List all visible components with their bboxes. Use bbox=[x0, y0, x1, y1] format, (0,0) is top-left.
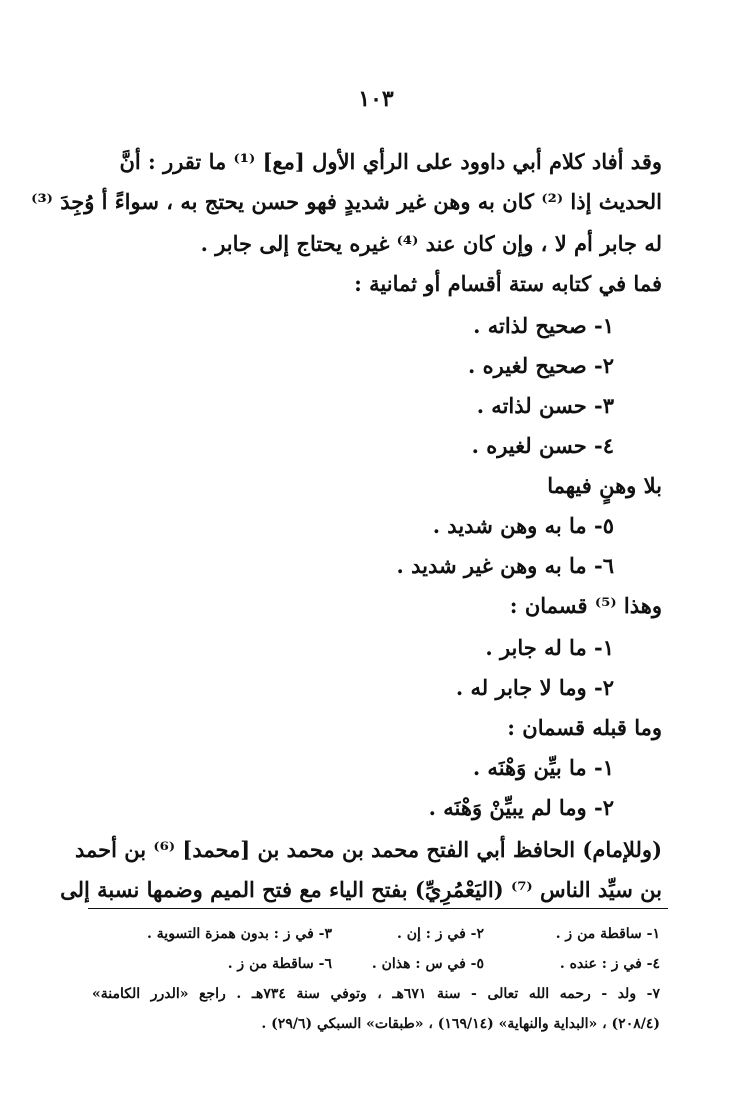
footnote-7-line-1: ٧- ولد - رحمه الله تعالى - سنة ٦٧١هـ ، وتوفي سنة ٧٣٤هـ . راجع «الدرر الكامنة» bbox=[92, 986, 660, 1002]
list-item: ٢- صحيح لغيره . bbox=[468, 353, 614, 378]
subheading: بلا وهنٍ فيهما bbox=[547, 473, 662, 498]
footnote-5: ٥- في س : هذان . bbox=[371, 956, 484, 972]
page-number: ١٠٣ bbox=[358, 86, 394, 112]
body-line-2: الحديث إذا ⁽²⁾ كان به وهن غير شديدٍ فهو حسن يحتج به ، سواءً أ وُجِدَ ⁽³⁾ bbox=[31, 189, 662, 214]
subheading: وهذا ⁽⁵⁾ قسمان : bbox=[509, 593, 662, 618]
footnote-3: ٣- في ز : بدون همزة التسوية . bbox=[147, 926, 332, 942]
footnote-7-line-2: (٢٠٨/٤) ، «البداية والنهاية» (١٦٩/١٤) ، «طبقات» السبكي (٢٩/٦) . bbox=[261, 1016, 660, 1032]
footnote-1: ١- ساقطة من ز . bbox=[555, 926, 660, 942]
footnote-4: ٤- في ز : عنده . bbox=[559, 956, 660, 972]
list-item: ٦- ما به وهن غير شديد . bbox=[396, 553, 614, 578]
list-item: ٣- حسن لذاته . bbox=[476, 393, 614, 418]
body-line-last: بن سيِّد الناس ⁽⁷⁾ (اليَعْمُرِيِّ) بفتح الياء مع فتح الميم وضمها نسبة إلى bbox=[60, 877, 662, 902]
footnote-2: ٢- في ز : إن . bbox=[396, 926, 484, 942]
list-item: ٤- حسن لغيره . bbox=[471, 433, 614, 458]
footnote-divider bbox=[88, 908, 668, 909]
footnote-6: ٦- ساقطة من ز . bbox=[227, 956, 332, 972]
body-line-4: فما في كتابه ستة أقسام أو ثمانية : bbox=[354, 271, 662, 296]
body-line-imam: (وللإمام) الحافظ أبي الفتح محمد بن محمد بن [محمد] ⁽⁶⁾ بن أحمد bbox=[74, 837, 662, 862]
body-line-3: له جابر أم لا ، وإن كان عند ⁽⁴⁾ غيره يحتاج إلى جابر . bbox=[200, 231, 662, 256]
subheading: وما قبله قسمان : bbox=[507, 715, 662, 740]
list-item: ١- صحيح لذاته . bbox=[473, 313, 614, 338]
list-item: ٢- وما لا جابر له . bbox=[455, 675, 614, 700]
list-item: ١- ما بيِّن وَهْنَه . bbox=[472, 755, 614, 780]
list-item: ١- ما له جابر . bbox=[485, 635, 614, 660]
list-item: ٢- وما لم يبيِّنْ وَهْنَه . bbox=[428, 795, 614, 820]
body-line-1: وقد أفاد كلام أبي داوود على الرأي الأول [مع] ⁽¹⁾ ما تقرر : أنَّ bbox=[119, 149, 662, 174]
list-item: ٥- ما به وهن شديد . bbox=[432, 513, 614, 538]
